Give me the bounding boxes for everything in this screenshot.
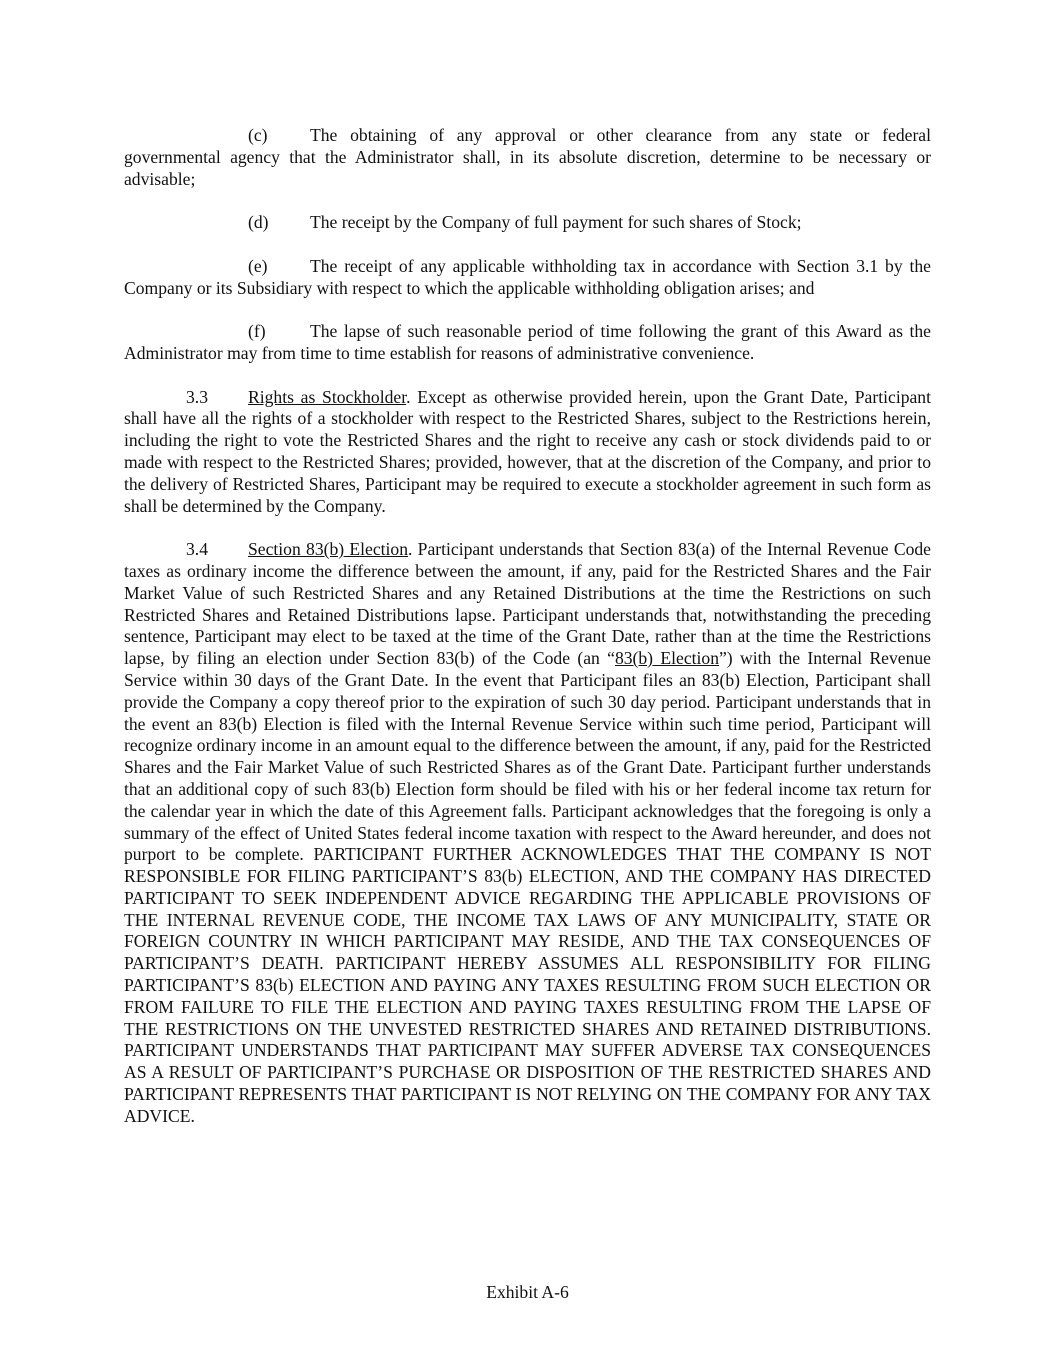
clause-text: The receipt of any applicable withholding tax in accordance with Section 3.1 by the Company or its Subsidiary with respect to which the applicable withholding obligation arises; and xyxy=(124,255,931,298)
section-heading: Rights as Stockholder xyxy=(248,386,407,407)
section-3-4 xyxy=(124,539,931,1128)
clause-text: The receipt by the Company of full payment for such shares of Stock; xyxy=(310,212,802,233)
section-3-3 xyxy=(124,387,931,518)
section-text: . Except as otherwise provided herein, upon the Grant Date, Participant shall have all the rights of a stockholder with respect to the Restricted Shares, subject to the Restrictions herein, including the right to vote the Restricted Shares and the right to receive any cash or stock dividends paid to or made with respect to the Restricted Shares; provided, however, that at the discretion of the Company, and prior to the delivery of Restricted Shares, Participant may be required to execute a stockholder agreement in such form as shall be determined by the Company. xyxy=(124,386,931,516)
clause-f xyxy=(124,321,931,365)
document-page xyxy=(124,125,931,1128)
clause-label: (d) xyxy=(248,212,269,233)
section-text-part-2: ”) with the Internal Revenue Service within 30 days of the Grant Date. In the event that Participant files an 83(b) Election, Participant shall provide the Company a copy thereof prior to the expiration of such 30 day period. Participant understands that in the event an 83(b) Election is filed with the Internal Revenue Service within such time period, Participant will recognize ordinary income in an amount equal to the difference between the amount, if any, paid for the Restricted Shares and the Fair Market Value of such Restricted Shares as of the Grant Date. Participant further understands that an additional copy of such 83(b) Election form should be filed with his or her federal income tax return for the calendar year in which the date of this Agreement falls. Participant acknowledges that the foregoing is only a summary of the effect of United States federal income taxation with respect to the Award hereunder, and does not purport to be complete. PARTICIPANT FURTHER ACKNOWLEDGES THAT THE COMPANY IS NOT RESPONSIBLE FOR FILING PARTICIPANT’S 83(b) ELECTION, AND THE COMPANY HAS DIRECTED PARTICIPANT TO SEEK INDEPENDENT ADVICE REGARDING THE APPLICABLE PROVISIONS OF THE INTERNAL REVENUE CODE, THE INCOME TAX LAWS OF ANY MUNICIPALITY, STATE OR FOREIGN COUNTRY IN WHICH PARTICIPANT MAY RESIDE, AND THE TAX CONSEQUENCES OF PARTICIPANT’S DEATH. PARTICIPANT HEREBY ASSUMES ALL RESPONSIBILITY FOR FILING PARTICIPANT’S 83(b) ELECTION AND PAYING ANY TAXES RESULTING FROM SUCH ELECTION OR FROM FAILURE TO FILE THE ELECTION AND PAYING TAXES RESULTING FROM THE LAPSE OF THE RESTRICTIONS ON THE UNVESTED RESTRICTED SHARES AND RETAINED DISTRIBUTIONS. PARTICIPANT UNDERSTANDS THAT PARTICIPANT MAY SUFFER ADVERSE TAX CONSEQUENCES AS A RESULT OF PARTICIPANT’S PURCHASE OR DISPOSITION OF THE RESTRICTED SHARES AND PARTICIPANT REPRESENTS THAT PARTICIPANT IS NOT RELYING ON THE COMPANY FOR ANY TAX ADVICE. xyxy=(124,648,931,1126)
section-number: 3.3 xyxy=(186,386,208,407)
clause-e xyxy=(124,256,931,300)
page-footer: Exhibit A-6 xyxy=(486,1282,569,1302)
clause-label: (c) xyxy=(248,125,268,145)
clause-label: (f) xyxy=(248,321,266,342)
section-number: 3.4 xyxy=(186,539,208,560)
clause-label: (e) xyxy=(248,255,268,276)
clause-text: The obtaining of any approval or other clearance from any state or federal governmental agency that the Administrator shall, in its absolute discretion, determine to be necessary or advisable; xyxy=(124,125,931,189)
section-text-part-1: . Participant understands that Section 83(a) of the Internal Revenue Code taxes as ordinary income the difference between the amount, if any, paid for the Restricted Shares and the Fair Market Value of such Restricted Shares and any Retained Distributions at the time the Restrictions on such Restricted Shares and Retained Distributions lapse. Participant understands that, notwithstanding the preceding sentence, Participant may elect to be taxed at the time of the Grant Date, rather than at the time the Restrictions lapse, by filing an election under Section 83(b) of the Code (an “ xyxy=(124,539,931,669)
section-heading: Section 83(b) Election xyxy=(248,539,409,560)
clause-d xyxy=(124,212,931,234)
defined-term: 83(b) Election xyxy=(614,648,719,669)
clause-c xyxy=(124,125,931,190)
clause-text: The lapse of such reasonable period of time following the grant of this Award as the Administrator may from time to time establish for reasons of administrative convenience. xyxy=(124,321,931,363)
